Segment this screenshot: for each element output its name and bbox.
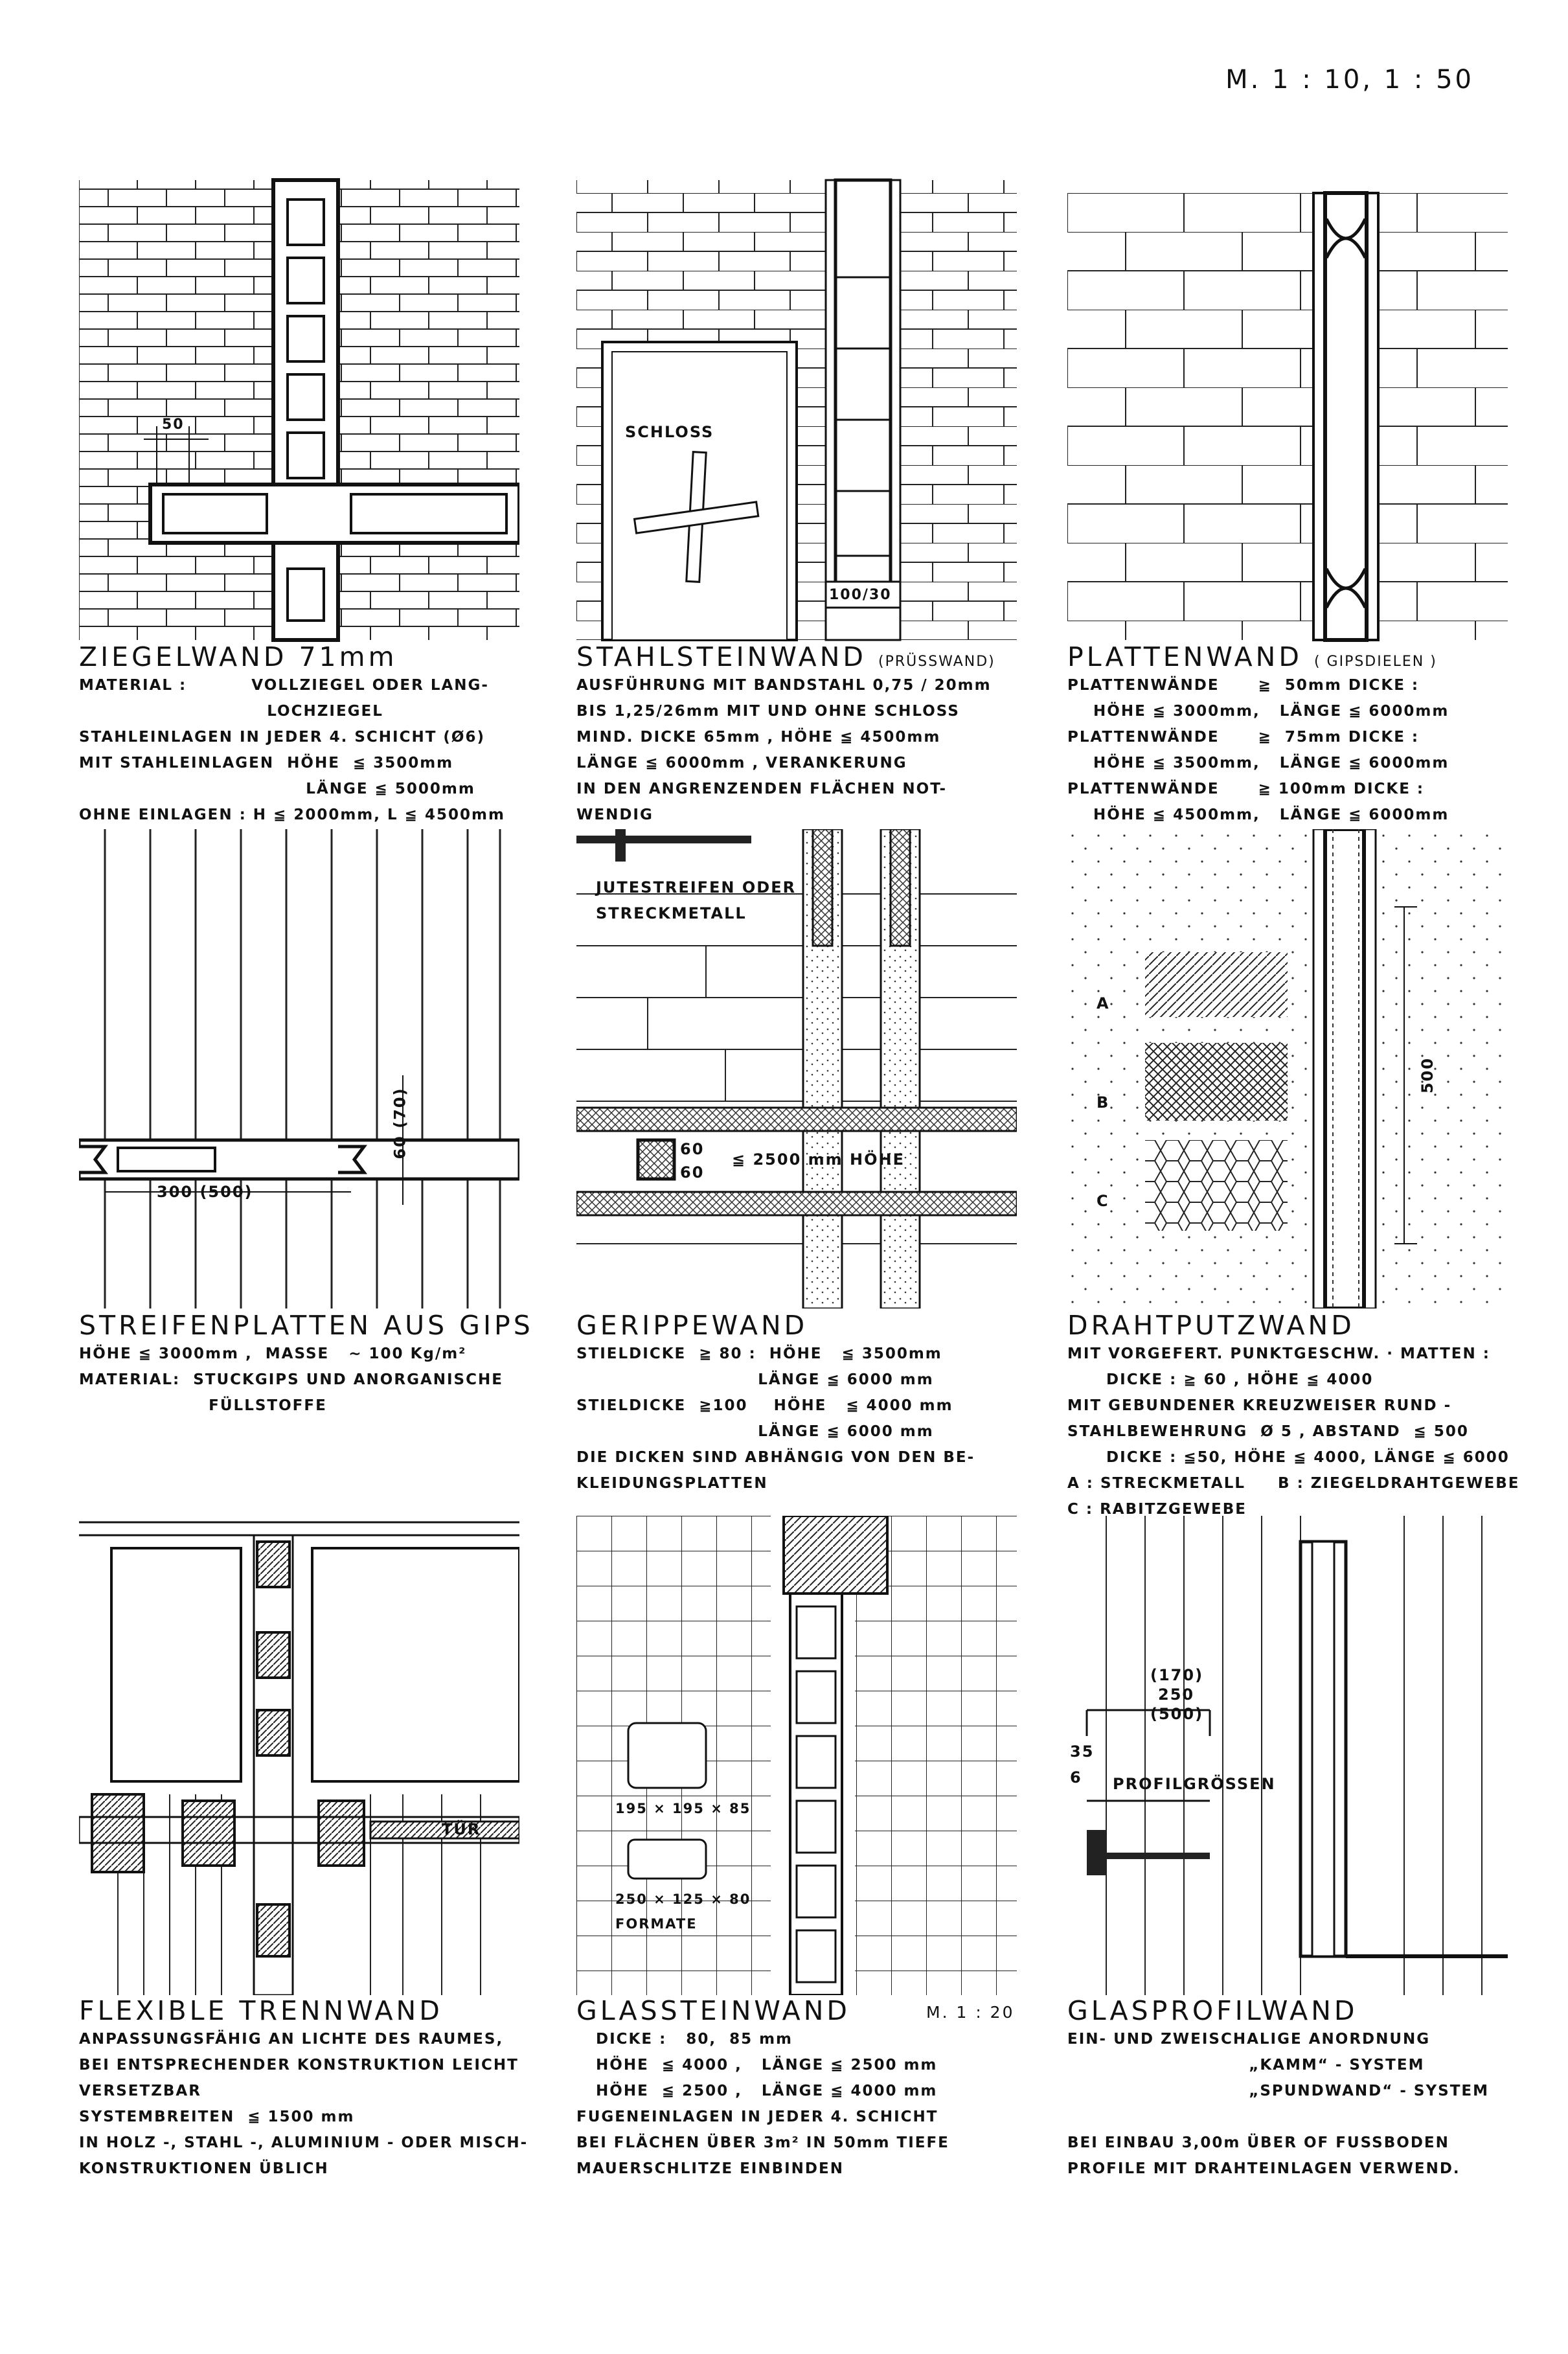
schloss-label: SCHLOSS — [625, 423, 714, 441]
streifenplatten-thickness-label: 60 (70) — [391, 1087, 409, 1160]
drahtputz-label-c: C — [1096, 1192, 1109, 1210]
flexible-trennwand-description: ANPASSUNGSFÄHIG AN LICHTE DES RAUMES, BEI ENTSPRECHENDER KONSTRUKTION LEICHT VERSETZBAR SYSTEMBREITEN ≦ 1500 mm IN HOLZ -, STAHL -, ALUMINIUM - ODER MISCH- KONSTRUKTIONEN ÜBLICH — [79, 2031, 528, 2177]
stahlsteinwand-title-text: STAHLSTEINWAND — [576, 641, 867, 672]
scale-heading: M. 1 : 10, 1 : 50 — [1225, 65, 1474, 95]
drahtputz-label-b: B — [1096, 1093, 1110, 1112]
plattenwand-title-text: PLATTENWAND — [1067, 641, 1302, 672]
stahlsteinwand-description: AUSFÜHRUNG MIT BANDSTAHL 0,75 / 20mm BIS 1,25/26mm MIT UND OHNE SCHLOSS MIND. DICKE 65mm , HÖHE ≦ 4500mm LÄNGE ≦ 6000mm , VERANKERUNG IN DEN ANGRENZENDEN FLÄCHEN NOT- WENDIG — [576, 677, 992, 823]
drahtputz-label-a: A — [1096, 994, 1110, 1012]
gerippewand-dim-b: 60 — [680, 1163, 705, 1182]
glasprofilwand-drawing — [1067, 1516, 1508, 1995]
streifenplatten-title: STREIFENPLATTEN AUS GIPS — [79, 1310, 534, 1341]
stahlsteinwand-dim-label: 100/30 — [829, 587, 892, 603]
streckmetall-label: STRECKMETALL — [596, 904, 747, 922]
stahlsteinwand-drawing — [576, 154, 1017, 646]
jutestreifen-label: JUTESTREIFEN ODER — [596, 878, 797, 897]
tuer-label: TÜR — [442, 1820, 481, 1838]
flexible-trennwand-drawing — [79, 1516, 519, 1995]
glasprofil-dim-500: (500) — [1150, 1705, 1204, 1723]
gerippewand-description: STIELDICKE ≧ 80 : HÖHE ≦ 3500mm LÄNGE ≦ 6000 mm STIELDICKE ≧100 HÖHE ≦ 4000 mm LÄNGE ≦ 6000 mm DIE DICKEN SIND ABHÄNGIG VON DEN BE- KLEIDUNGSPLATTEN — [576, 1345, 975, 1492]
ziegelwand-description: MATERIAL : VOLLZIEGEL ODER LANG- LOCHZIEGEL STAHLEINLAGEN IN JEDER 4. SCHICHT (Ø6) MIT STAHLEINLAGEN HÖHE ≦ 3500mm LÄNGE ≦ 5000mm OHNE EINLAGEN : H ≦ 2000mm, L ≦ 4500mm — [79, 677, 505, 823]
glasprofil-dim-35: 35 — [1070, 1743, 1095, 1761]
stahlsteinwand-title — [576, 641, 995, 672]
drahtputzwand-title: DRAHTPUTZWAND — [1067, 1310, 1355, 1341]
plattenwand-description: PLATTENWÄNDE ≧ 50mm DICKE : HÖHE ≦ 3000mm, LÄNGE ≦ 6000mm PLATTENWÄNDE ≧ 75mm DICKE : HÖHE ≦ 3500mm, LÄNGE ≦ 6000mm PLATTENWÄNDE ≧ 100mm DICKE : HÖHE ≦ 4500mm, LÄNGE ≦ 6000mm — [1067, 677, 1449, 823]
flexible-trennwand-title: FLEXIBLE TRENNWAND — [79, 1995, 443, 2026]
plattenwand-drawing — [1067, 154, 1508, 646]
glasstein-format-2: 250 × 125 × 80 — [615, 1891, 751, 1907]
glassteinwand-scale-note: M. 1 : 20 — [926, 2003, 1015, 2022]
glassteinwand-title: GLASSTEINWAND — [576, 1995, 850, 2026]
glasprofilwand-description: EIN- UND ZWEISCHALIGE ANORDNUNG „KAMM“ - SYSTEM „SPUNDWAND“ - SYSTEM BEI EINBAU 3,00m ÜBER OF FUSSBODEN PROFILE MIT DRAHTEINLAGEN VERWEND. — [1067, 2031, 1489, 2177]
drahtputz-dim-label: 500 — [1418, 1057, 1437, 1094]
glasprofil-dim-250: 250 — [1158, 1686, 1195, 1704]
profilgroessen-label: PROFILGRÖSSEN — [1113, 1775, 1276, 1793]
plattenwand-title — [1067, 641, 1437, 672]
glasprofilwand-title: GLASPROFILWAND — [1067, 1995, 1358, 2026]
glasprofil-dim-170: (170) — [1150, 1666, 1204, 1684]
streifenplatten-width-label: 300 (500) — [157, 1183, 253, 1201]
gerippewand-height-label: ≦ 2500 mm HÖHE — [732, 1150, 905, 1169]
ziegelwand-drawing — [79, 154, 519, 646]
glassteinwand-description: DICKE : 80, 85 mm HÖHE ≦ 4000 , LÄNGE ≦ 2500 mm HÖHE ≦ 2500 , LÄNGE ≦ 4000 mm FUGENEINLAGEN IN JEDER 4. SCHICHT BEI FLÄCHEN ÜBER 3m² IN 50mm TIEFE MAUERSCHLITZE EINBINDEN — [576, 2031, 949, 2177]
streifenplatten-description: HÖHE ≦ 3000mm , MASSE ∼ 100 Kg/m² MATERIAL: STUCKGIPS UND ANORGANISCHE FÜLLSTOFFE — [79, 1345, 503, 1414]
glasstein-formate-label: FORMATE — [615, 1916, 698, 1932]
stahlsteinwand-subtitle: (PRÜSSWAND) — [878, 654, 995, 670]
streifenplatten-drawing — [79, 829, 519, 1308]
ziegelwand-dim-label: 50 — [162, 417, 185, 433]
drahtputzwand-description: MIT VORGEFERT. PUNKTGESCHW. · MATTEN : DICKE : ≧ 60 , HÖHE ≦ 4000 MIT GEBUNDENER KREUZWEISER RUND - STAHLBEWEHRUNG Ø 5 , ABSTAND ≦ 500 DICKE : ≦50, HÖHE ≦ 4000, LÄNGE ≦ 6000 A : STRECKMETALL B : ZIEGELDRAHTGEWEBE C : RABITZGEWEBE — [1067, 1345, 1520, 1518]
glasstein-format-1: 195 × 195 × 85 — [615, 1801, 751, 1816]
gerippewand-drawing — [576, 829, 1017, 1308]
ziegelwand-title: ZIEGELWAND 71mm — [79, 641, 398, 672]
plattenwand-subtitle: ( GIPSDIELEN ) — [1313, 654, 1437, 670]
gerippewand-dim-a: 60 — [680, 1140, 705, 1158]
gerippewand-title: GERIPPEWAND — [576, 1310, 808, 1341]
glasprofil-dim-6: 6 — [1070, 1768, 1082, 1787]
drahtputzwand-drawing — [1067, 829, 1508, 1308]
